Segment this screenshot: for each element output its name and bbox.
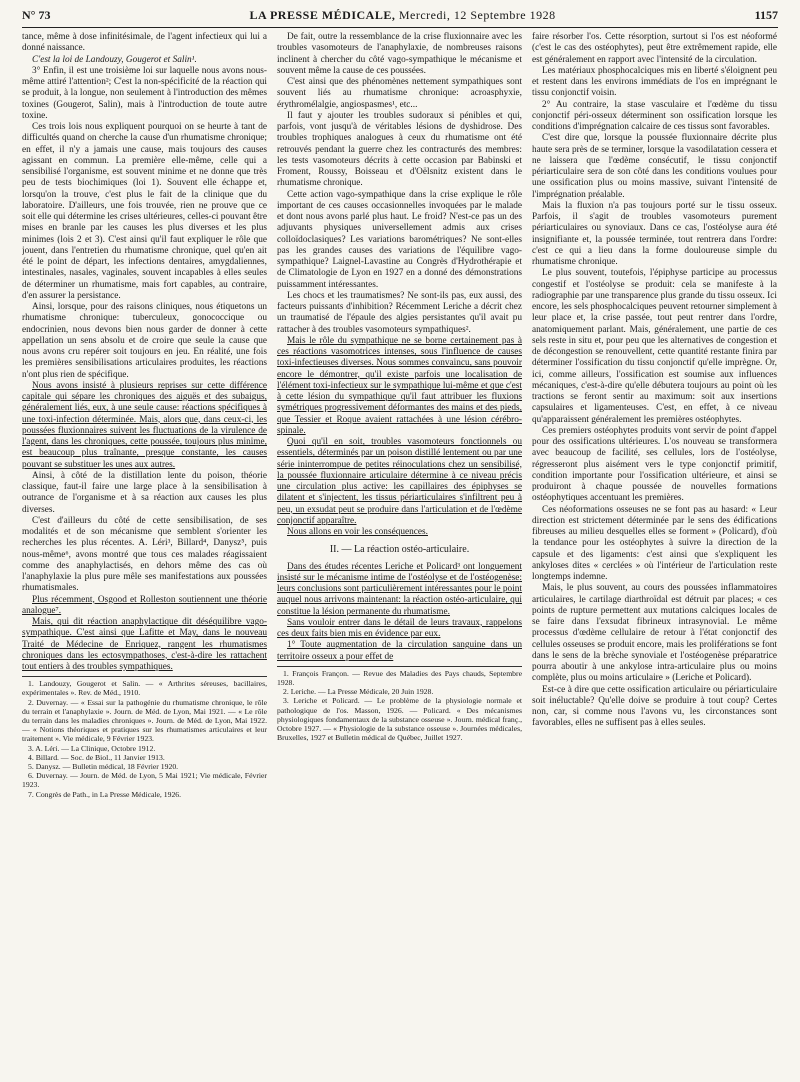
paragraph: Ainsi, lorsque, pour des raisons cliniques, nous étiquetons un rhumatisme chronique: tuberculeux, gonococcique ou endocrinien, nous devons bien nous garder de donner à cette appellation un sens absolu et de croire que seule la cause que nous avons cru repérer soit toujours en jeu. En réalité, une fois les premières sensibilisations articulaires produites, les réactions n'ont plus rien de spécifique.: [22, 302, 267, 380]
paragraph: Ces néoformations osseuses ne se font pas au hasard: « Leur direction est strictement déterminée par le sens des édifications fibreuses au milieu desquelles elles se forment » (Policard), d'où la tendance pour les ostéophytes à suivre la direction de la capsule et des ligaments: c'est ainsi que s'expliquent les ankyloses dites « cerclées » où l'intérieur de l'articulation reste longtemps indemne.: [532, 504, 777, 582]
paragraph: Mais, le plus souvent, au cours des poussées inflammatoires articulaires, le cartilage diarthroïdal est détruit par places; « ces points de rupture permettent aux mutations calciques locales de se faire dans l'exsudat fibrineux intrasynovial. Le même processus d'œdème cellulaire de retour à l'état conjonctif des cellules osseuses se produit encore, mais les proliférations se font dans le sens de la brèche synoviale et l'ostéogenèse préparatrice pourra aboutir à une ankylose intra-articulaire plus ou moins complète, plus ou moins articulaire » (Leriche et Policard).: [532, 583, 777, 684]
footnote: 2. Leriche. — La Presse Médicale, 20 Juin 1928.: [283, 687, 434, 697]
paragraph: Le plus souvent, toutefois, l'épiphyse participe au processus congestif et l'ostéolyse se produit: cela se manifeste à la radiographie par une transparence plus grande du tissu osseux. Ici encore, les sels phosphocalciques peuvent retourner simplement à leur place et, la crise passée, tout peut rentrer dans l'ordre, anatomiquement parlant. Mais, généralement, une partie de ces sels reste in situ et, pour peu que les alternatives de congestion et de décongestion se renouvellent, cette quantité restante finira par déterminer l'ossification du tissu conjonctif qu'elle imprègne. Or, ici, comme ailleurs, l'ossification est soumise aux influences mécaniques, c'est-à-dire qu'elle débutera toujours au point où les tractions se feront sentir au maximum: soit aux insertions capsulaires et ligamenteuses. C'est, en effet, à ce niveau qu'apparaissent généralement les premières ostéophytes.: [532, 268, 777, 425]
paragraph: Sans vouloir entrer dans le détail de leurs travaux, rappelons ces deux faits bien mis en évidence par eux.: [277, 617, 522, 639]
paragraph: Mais, qui dit réaction anaphylactique dit déséquilibre vago-sympathique. C'est ainsi que Lafitte et May, dans le nouveau Traité de Médecine de Enriquez, rangent les rhumatismes chroniques dans les ectosympathoses, c'est-à-dire les rattachent tout entiers à des troubles sympathiques.: [22, 617, 267, 672]
footnote: 2. Duvernay. — « Essai sur la pathogénie du rhumatisme chronique, le rôle du terrain et l'anaphylaxie ». Journ. de Méd. de Lyon, Mai 1921. — « Le rôle du terrain dans les maladies chroniques ». Journ. de Méd. de Lyon, Mai 1922. — « Notions théoriques et pratiques sur les rhumatismes articulaires et leur traitement ». Vie médicale, 9 Février 1923.: [22, 697, 267, 744]
column-3: [532, 32, 777, 1082]
paragraph: C'est la loi de Landouzy, Gougerot et Salin¹.: [32, 54, 197, 65]
column-2: [277, 32, 522, 1082]
paragraph: Est-ce à dire que cette ossification articulaire ou périarticulaire soit inéluctable? Qu'elle doive se produire à tout coup? Certes non, car, si comme nous l'avons vu, les circonstances sont favorables, elles ne suffisent pas à elles seules.: [532, 684, 777, 729]
footnote: 3. A. Léri. — La Clinique, Octobre 1912.: [28, 743, 156, 753]
footnote: 5. Danysz. — Bulletin médical, 18 Février 1920.: [28, 762, 179, 772]
paragraph: Ces trois lois nous expliquent pourquoi on se heurte à tant de difficultés quand on cherche la cause d'un rhumatisme chronique; en effet, il n'y a jamais une cause, mais toujours des causes agissant en commun. La première elle-même, celle qui a sensibilisé l'organisme, est souvent minime et ne donne que très peu de tests biochimiques (loi 1). Souvent elle échappe et, lorsqu'on la trouve, c'est plus le fait de la clinique que du laboratoire. D'ailleurs, une fois trouvée, rien ne prouve que ce soit elle qui détermine les crises ultérieures, celles-ci pouvant être mises en branle par les causes les plus diverses et les plus minimes (lois 2 et 3). C'est ainsi qu'il faut expliquer le rôle que jouent, dans l'entretien du rhumatisme chronique, quel qu'en ait été le point de départ, les infections dentaires, amygdaliennes, intestinales, nasales, vaginales, souvent incapables à elles seules de déterminer un rhumatisme, mais fort capables, au contraire, d'en assurer la persistance.: [22, 122, 267, 301]
footnote: 4. Billard. — Soc. de Biol., 11 Janvier 1913.: [28, 752, 165, 762]
issue-date: Mercredi, 12 Septembre 1928: [398, 8, 556, 22]
paragraph: Ainsi, à côté de la distillation lente du poison, théorie classique, faut-il faire une large place à la sensibilisation à outrance de l'organisme et à sa réaction aux causes les plus diverses.: [22, 470, 267, 515]
paragraph: Mais la fluxion n'a pas toujours porté sur le tissu osseux. Parfois, il s'agit de troubles vasomoteurs purement périarticulaires ou synoviaux. Dans ce cas, l'ostéolyse aura été insignifiante et, la poussée terminée, tout rentrera dans l'ordre: c'est ce qui a lieu dans la forme douloureuse simple du rhumatisme chronique.: [532, 200, 777, 267]
footnote: 6. Duvernay. — Journ. de Méd. de Lyon, 5 Mai 1921; Vie médicale, Février 1923.: [22, 771, 267, 790]
footnote: 3. Leriche et Policard. — Le problème de la physiologie normale et pathologique de l'os. Masson, 1926. — Policard. « Des mécanismes physiologiques fondamentaux de la substance osseuse ». Journ. médical franç., Octobre 1927. — « Physiologie de la substance osseuse ». Journées médicales, Bruxelles, 1927 et Bulletin médical de Québec, Juillet 1927.: [277, 696, 522, 743]
text-columns: [22, 32, 778, 1082]
paragraph: Ces premiers ostéophytes produits vont servir de point d'appel pour des ossifications ultérieures. L'os nouveau se transformera avec beaucoup de facilité, ses cellules, lors de l'ostéolyse, régresseront plus aisément vers le type conjonctif primitif, condition importante pour l'ossification ultérieure, et ainsi se produiront à chaque poussée de nouvelles formations ostéophytiques accentuant les premières.: [532, 425, 777, 504]
paragraph: Quoi qu'il en soit, troubles vasomoteurs fonctionnels ou essentiels, déterminés par un poison distillé lentement ou par une série ininterrompue de petites réinoculations chez un sensibilisé, la poussée fluxionnaire articulaire détermine à ce niveau précis une circulation plus active: les capillaires des épiphyses se dilatent et s'injectent, les tissus périarticulaires s'infiltrent peu à peu, un exsudat peut se produire dans l'articulation et de l'œdème conjonctif apparaître.: [277, 437, 522, 526]
footnotes: [277, 669, 522, 743]
paragraph: C'est ainsi que des phénomènes nettement sympathiques sont souvent liés au rhumatisme chronique: acroasphyxie, érythromélalgie, angiospasmes¹, etc...: [277, 77, 522, 110]
footnote-divider: [22, 676, 267, 677]
paragraph: Cette action vago-sympathique dans la crise explique le rôle important de ces causes occasionnelles invoquées par le malade et dont nous avons parlé plus haut. Le froid? N'est-ce pas un des adjuvants physiques universellement admis aux crises colloïdoclasiques? Les variations barométriques? Ne sont-elles pas les grandes causes des variations de l'équilibre vago-sympathique? Laignel-Lavastine au Congrès d'Hydrothérapie et de Climatologie de Lyon en 1927 en a donné des démonstrations puissamment intéressantes.: [277, 189, 522, 290]
page-number: 1157: [754, 8, 778, 22]
column-1: [22, 32, 267, 1082]
footnote: 1. Landouzy, Gougerot et Salin. — « Arthrites séreuses, bacillaires, expérimentales ». Rev. de Méd., 1910.: [22, 679, 267, 698]
paragraph: 1° Toute augmentation de la circulation sanguine dans un territoire osseux a pour effet de: [277, 640, 522, 662]
footnote-divider: [277, 666, 522, 667]
paragraph: Plus récemment, Osgood et Rolleston soutiennent une théorie analogue⁷.: [22, 594, 267, 616]
footnote: 1. François Françon. — Revue des Maladies des Pays chauds, Septembre 1928.: [277, 668, 522, 687]
section-title: II. — La réaction ostéo-articulaire.: [329, 544, 470, 556]
paragraph: tance, même à dose infinitésimale, de l'agent infectieux qui lui a donné naissance.: [22, 32, 267, 54]
paragraph: Dans des études récentes Leriche et Policard³ ont longuement insisté sur le mécanisme intime de l'ostéolyse et de l'ostéogenèse: leurs conclusions sont particulièrement intéressantes pour le point auquel nous arrivons maintenant: la réaction ostéo-articulaire, qui constitue la lésion permanente du rhumatisme.: [277, 561, 522, 617]
paragraph: faire résorber l'os. Cette résorption, surtout si l'os est néoformé (c'est le cas des ostéophytes), peut être extrêmement rapide, elle est généralement en rapport avec l'intensité de la circulation.: [532, 32, 777, 65]
paragraph: Nous allons en voir les conséquences.: [287, 527, 428, 537]
paragraph: C'est dire que, lorsque la poussée fluxionnaire décrite plus haute sera près de se terminer, lorsque la vasodilatation cessera et ne laissera que l'œdème consécutif, le tissu conjonctif périarticulaire sera de son côté dans les conditions voulues pour une ossification plus ou moins massive, suivant l'intensité de l'imprégnation préalable.: [532, 133, 777, 200]
page-header: [22, 8, 778, 28]
paragraph: 3° Enfin, il est une troisième loi sur laquelle nous avons nous-même attiré l'attention²; C'est la non-spécificité de la réaction qui se produit, à la longue, non seulement à l'introduction des mêmes toxines (Gougerot, Salin), mais à l'introduction de toute autre toxine.: [22, 65, 267, 121]
paragraph: De fait, outre la ressemblance de la crise fluxionnaire avec les troubles vasomoteurs de l'anaphylaxie, de nombreuses raisons inclinent à chercher du côté vago-sympathique le mécanisme et souvent même la cause de ces poussées.: [277, 32, 522, 76]
footnotes: [22, 679, 267, 799]
paragraph: Les chocs et les traumatismes? Ne sont-ils pas, eux aussi, des facteurs puissants d'inhibition? Récemment Leriche a décrit chez un traumatisé de l'épaule des algies persistantes qu'il avait pu rattacher à des troubles vasomoteurs sympathiques².: [277, 290, 522, 335]
journal-title-line: [249, 8, 555, 23]
footnote: 7. Congrès de Path., in La Presse Médicale, 1926.: [28, 789, 182, 799]
issue-number: N° 73: [22, 8, 51, 22]
paragraph: C'est d'ailleurs du côté de cette sensibilisation, de ses modalités et de son mécanisme que semblent s'orienter les recherches les plus récentes. A. Léri³, Billard⁴, Danysz⁵, puis nous-même⁶, avons montré que tous ces malades réagissaient comme des anaphylactisés, en dehors même des cas où l'anaphylaxie la plus pure mêle ses manifestations aux poussées rhumatismales.: [22, 515, 267, 594]
paragraph: 2° Au contraire, la stase vasculaire et l'œdème du tissu conjonctif péri-osseux déterminent son ossification lorsque les conditions d'imprégnation calcaire de ces tissus sont favorables.: [532, 99, 777, 132]
paragraph: Mais le rôle du sympathique ne se borne certainement pas à ces réactions vasomotrices intenses, sous l'influence de causes toxi-infectieuses diverses. Nous sommes convaincu, sans pouvoir encore le démontrer, qu'il existe parfois une localisation de l'élément toxi-infectieux sur le sympathique lui-même et que c'est à cette lésion du sympathique qu'il faut attribuer les fluxions symétriques progressivement déformantes des mains et des pieds, que Tessier et Roque avaient rattachées à une lésion cérébro-spinale.: [277, 335, 522, 436]
journal-title: LA PRESSE MÉDICALE,: [249, 8, 396, 22]
paragraph: Les matériaux phosphocalciques mis en liberté s'éloignent peu et restent dans les environs immédiats de l'os en imprégnant le tissu conjonctif voisin.: [532, 65, 777, 99]
paragraph: Il faut y ajouter les troubles sudoraux si pénibles et qui, parfois, vont jusqu'à de véritables lésions de dyshidrose. Des troubles trophiques analogues à ceux du rhumatisme ont été retrouvés pendant la guerre chez les contracturés des membres: les tests vasomoteurs décrits à cette occasion par Babinski et Froment, Roussy, Boisseau et d'Oëlsnitz existent dans le rhumatisme chronique.: [277, 110, 522, 189]
paragraph: Nous avons insisté à plusieurs reprises sur cette différence capitale qui sépare les chroniques des aiguës et des subaigus, généralement liés, eux, à une seule cause: réactions spécifiques à une toxi-infection déterminée. Mais, alors que, dans ceux-ci, les poussées fluxionnaires suivent les fluctuations de la virulence de l'agent, dans les chroniques, cette poussée, toujours plus minime, est beaucoup plus traînante, presque constante, les causes pouvant se substituer les unes aux autres.: [22, 380, 267, 470]
